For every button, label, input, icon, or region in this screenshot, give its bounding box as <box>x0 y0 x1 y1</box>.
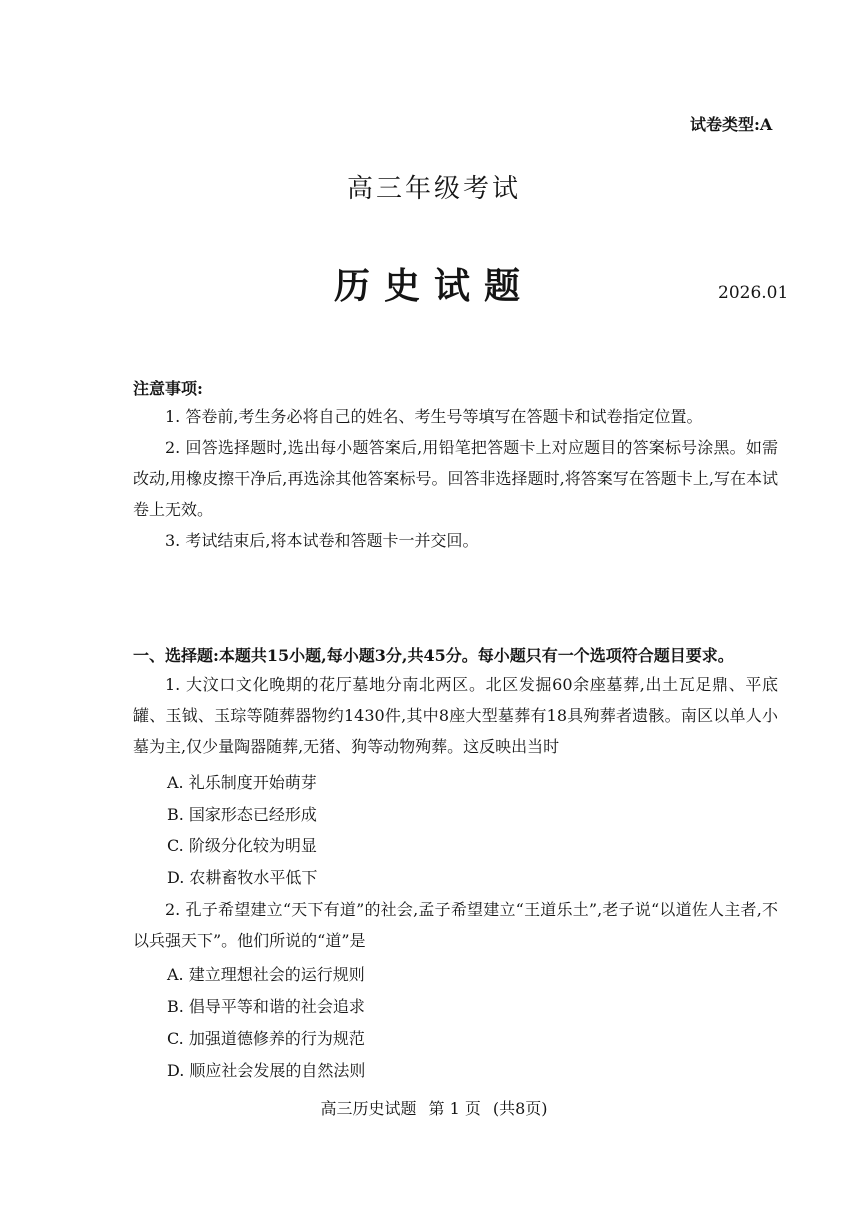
question-1-option-d: D. 农耕畜牧水平低下 <box>167 868 318 887</box>
question-1-stem: 1. 大汶口文化晚期的花厅墓地分南北两区。北区发掘60余座墓葬,出土瓦足鼎、平底罐、玉钺、玉琮等随葬器物约1430件,其中8座大型墓葬有18具殉葬者遗骸。南区以单人小墓为主,仅少量陶器随葬,无猪、狗等动物殉葬。这反映出当时 <box>133 675 778 756</box>
question-2-option-b: B. 倡导平等和谐的社会追求 <box>167 997 365 1016</box>
footer-page-label: 高三历史试题 <box>320 1099 417 1118</box>
paper-type-label: 试卷类型:A <box>690 115 773 134</box>
notice-item-1: 1. 答卷前,考生务必将自己的姓名、考生号等填写在答题卡和试卷指定位置。 <box>165 407 703 426</box>
question-1-option-c: C. 阶级分化较为明显 <box>167 836 317 855</box>
section-heading: 一、选择题:本题共15小题,每小题3分,共45分。每小题只有一个选项符合题目要求。 <box>133 646 734 665</box>
exam-title: 高三年级考试 <box>346 174 521 204</box>
question-1-option-a: A. 礼乐制度开始萌芽 <box>167 773 317 792</box>
exam-date: 2026.01 <box>718 283 789 303</box>
footer-total-pages: (共8页) <box>492 1099 548 1118</box>
question-2-option-a: A. 建立理想社会的运行规则 <box>167 965 365 984</box>
page-footer <box>0 1096 868 1119</box>
notice-heading: 注意事项: <box>133 379 203 398</box>
question-2-option-c: C. 加强道德修养的行为规范 <box>167 1029 365 1048</box>
subject-title: 历史试题 <box>333 265 534 307</box>
question-2-option-d: D. 顺应社会发展的自然法则 <box>167 1061 366 1080</box>
notice-item-3: 3. 考试结束后,将本试卷和答题卡一并交回。 <box>165 531 479 550</box>
question-2-stem: 2. 孔子希望建立“天下有道”的社会,孟子希望建立“王道乐土”,老子说“以道佐人主者,不以兵强天下”。他们所说的“道”是 <box>133 900 778 950</box>
footer-page-number: 第 1 页 <box>428 1099 481 1118</box>
notice-item-2: 2. 回答选择题时,选出每小题答案后,用铅笔把答题卡上对应题目的答案标号涂黑。如需改动,用橡皮擦干净后,再选涂其他答案标号。回答非选择题时,将答案写在答题卡上,写在本试卷上无效。 <box>133 438 778 519</box>
question-1-option-b: B. 国家形态已经形成 <box>167 805 317 824</box>
